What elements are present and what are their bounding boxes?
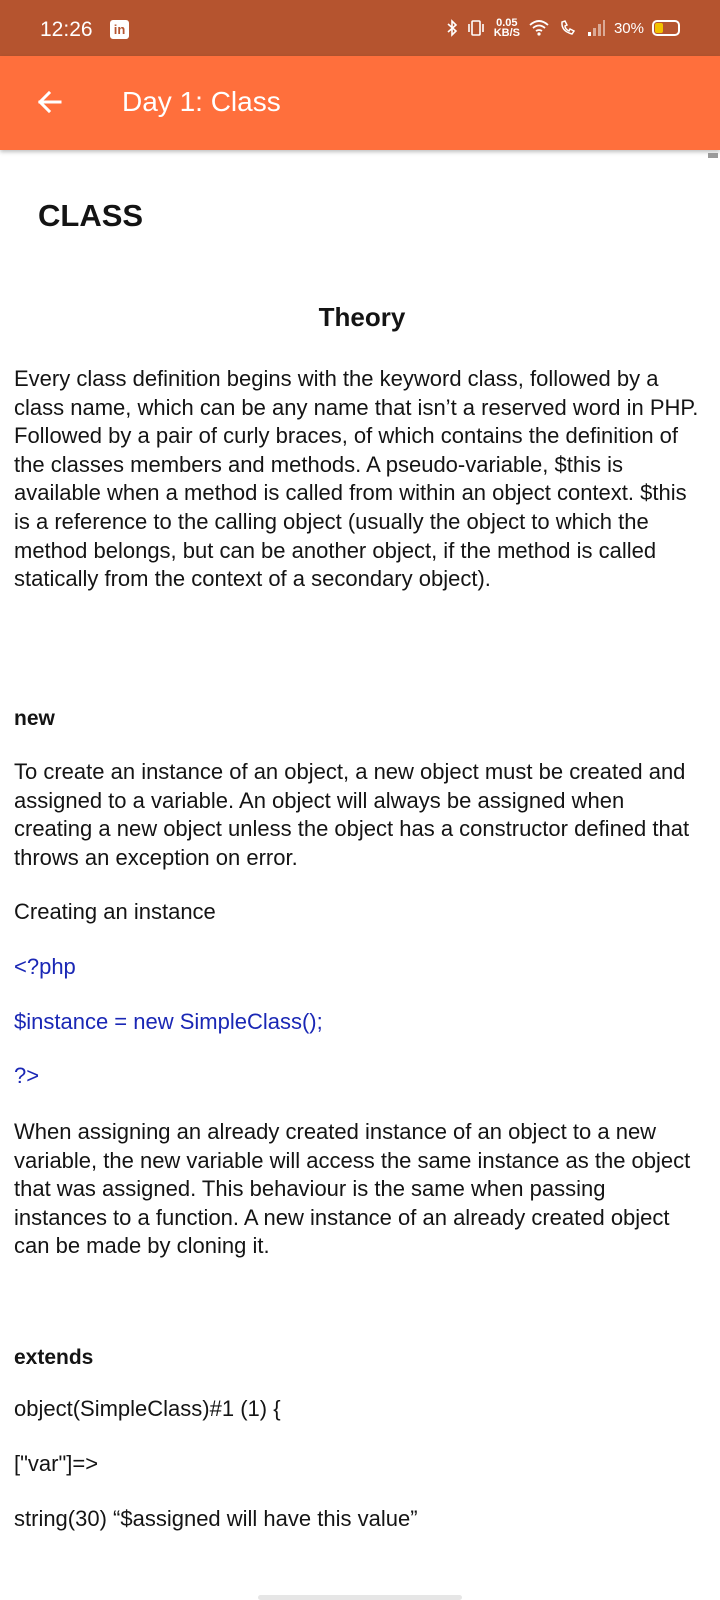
vibrate-icon xyxy=(466,19,486,37)
scroll-indicator xyxy=(708,153,718,158)
new-paragraph: To create an instance of an object, a new object must be created and assigned to a variable. An object will always be assigned when creating a new object unless the object has a constructor defined that throws an exception on error. xyxy=(14,759,690,870)
code-close-tag: ?> xyxy=(14,1063,40,1088)
call-icon xyxy=(558,19,578,37)
signal-icon xyxy=(586,19,606,37)
status-bar xyxy=(0,0,720,56)
creating-instance-text: Creating an instance xyxy=(14,899,216,924)
page-title: CLASS xyxy=(38,198,144,233)
app-bar xyxy=(0,56,720,150)
extends-line-2: ["var"]=> xyxy=(14,1451,99,1476)
section-heading-theory: Theory xyxy=(318,302,406,332)
gesture-bar[interactable] xyxy=(258,1595,462,1600)
code-instance-line: $instance = new SimpleClass(); xyxy=(14,1009,323,1034)
battery-icon xyxy=(652,20,680,36)
extends-line-1: object(SimpleClass)#1 (1) { xyxy=(14,1396,281,1421)
code-open-tag: <?php xyxy=(14,954,76,979)
section-heading-new: new xyxy=(14,707,55,730)
extends-line-3: string(30) “$assigned will have this value” xyxy=(14,1506,418,1531)
theory-paragraph: Every class definition begins with the keyword class, followed by a class name, which can be any name that isn’t a reserved word in PHP. Followed by a pair of curly braces, of which contains the definition of the classes members and methods. A pseudo-variable, $this is available when a method is called from within an object context. $this is a reference to the calling object (usually the object to which the method belongs, but can be another object, if the method is called statically from the context of a secondary object). xyxy=(14,366,699,592)
network-speed-value: 0.05 xyxy=(496,17,518,29)
back-arrow-icon[interactable] xyxy=(30,82,70,122)
section-heading-extends: extends xyxy=(14,1346,94,1369)
status-time: 12:26 xyxy=(40,18,93,41)
linkedin-icon: in xyxy=(110,20,129,39)
assign-paragraph: When assigning an already created instance of an object to a new variable, the new variable will access the same instance as the object that was assigned. This behaviour is the same when passing instances to a function. A new instance of an already created object can be made by cloning it. xyxy=(14,1119,691,1259)
wifi-icon xyxy=(528,19,550,37)
network-speed xyxy=(494,18,520,38)
status-icons xyxy=(446,16,680,40)
bluetooth-icon xyxy=(446,19,458,37)
battery-percent: 30% xyxy=(613,19,644,37)
app-bar-title: Day 1: Class xyxy=(122,86,281,117)
network-speed-unit: KB/S xyxy=(493,27,520,39)
